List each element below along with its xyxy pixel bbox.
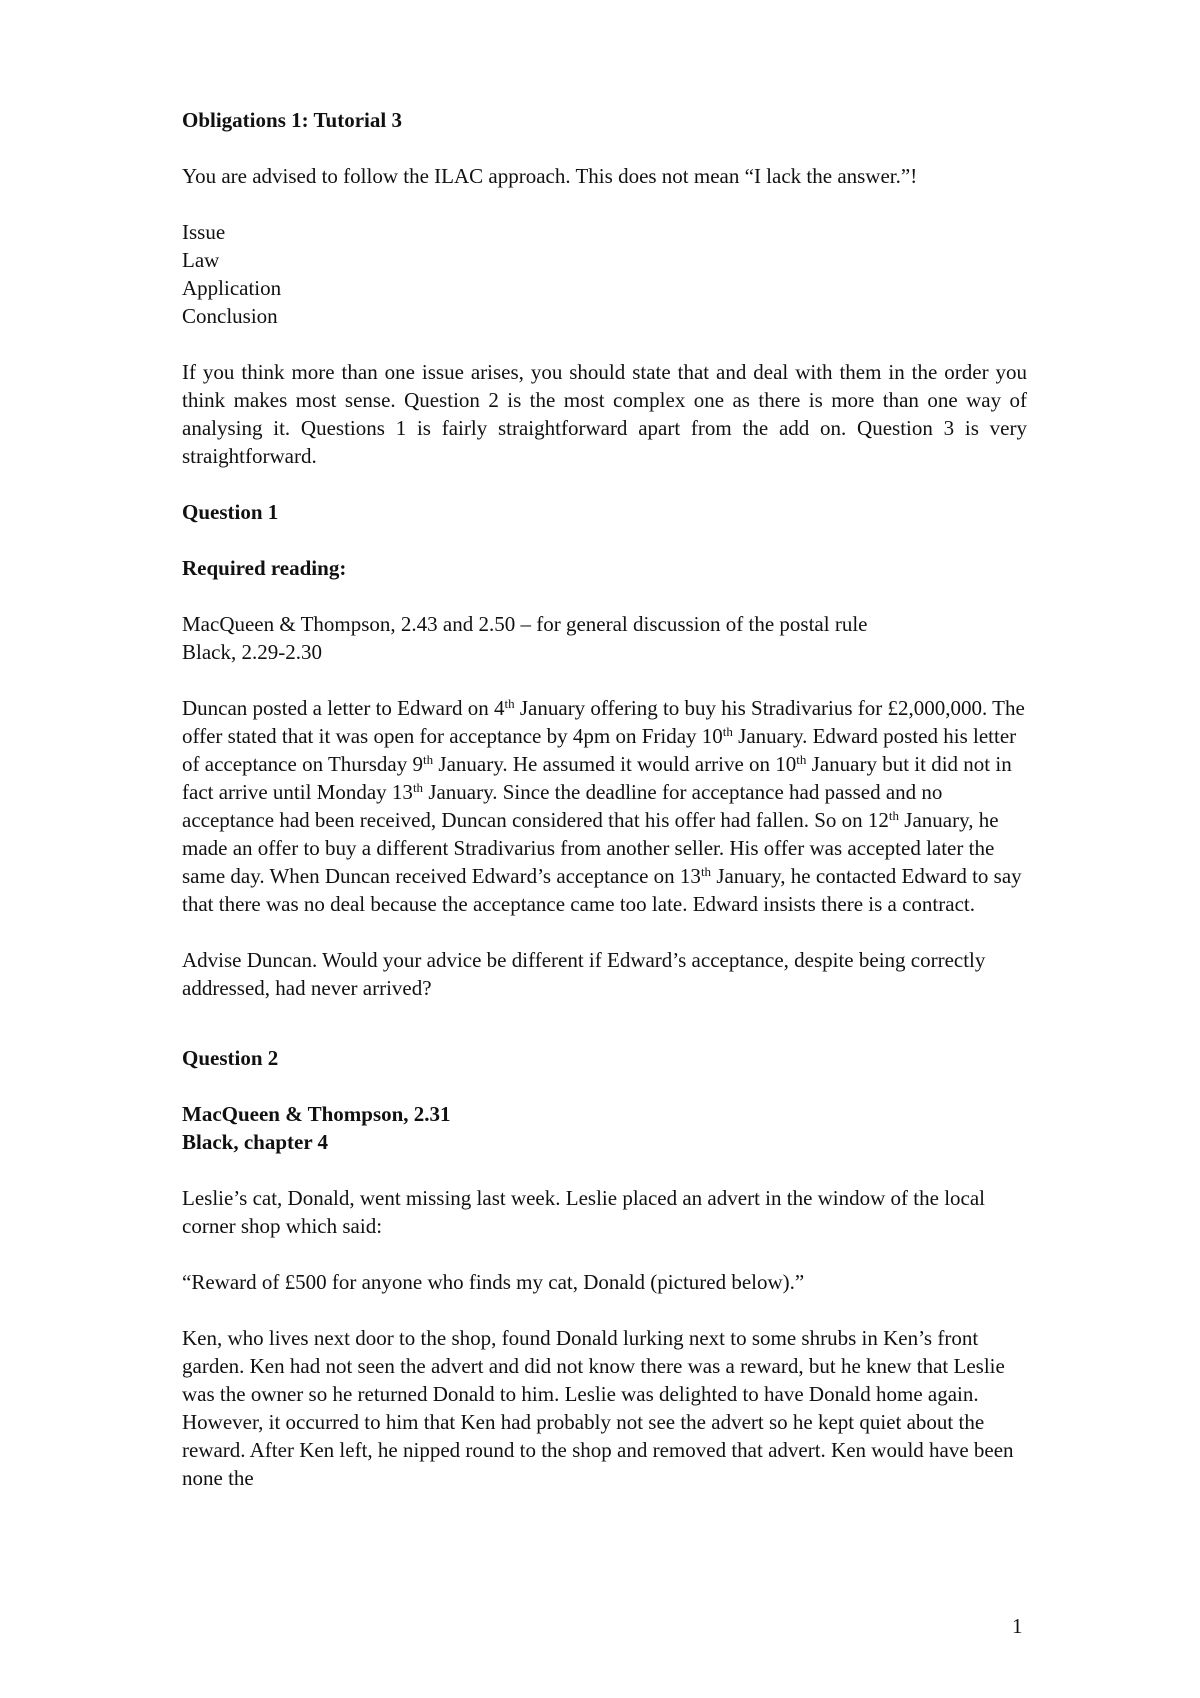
- question1-reading-list: [182, 610, 1027, 666]
- page-number: 1: [1012, 1614, 1023, 1638]
- question2-heading: Question 2: [182, 1046, 279, 1070]
- question1-facts: Duncan posted a letter to Edward on 4th January offering to buy his Stradivarius for £2,000,000. The offer stated that it was open for acceptance by 4pm on Friday 10th January. Edward posted his letter of acceptance on Thursday 9th January. He assumed it would arrive on 10th January but it did not in fact arrive until Monday 13th January. Since the deadline for acceptance had passed and no acceptance had been received, Duncan considered that his offer had fallen. So on 12th January, he made an offer to buy a different Stradivarius from another seller. His offer was accepted later the same day. When Duncan received Edward’s acceptance on 13th January, he contacted Edward to say that there was no deal because the acceptance came too late. Edward insists there is a contract.: [182, 696, 1025, 916]
- question1-reading-item: Black, 2.29-2.30: [182, 640, 322, 664]
- question2-advert-quote: “Reward of £500 for anyone who finds my cat, Donald (pictured below).”: [182, 1270, 805, 1294]
- question1-reading-item: MacQueen & Thompson, 2.43 and 2.50 – for general discussion of the postal rule: [182, 612, 868, 636]
- question2-reading-item: MacQueen & Thompson, 2.31: [182, 1102, 451, 1126]
- question2-facts-intro: Leslie’s cat, Donald, went missing last week. Leslie placed an advert in the window of the local corner shop which said:: [182, 1186, 986, 1238]
- document-page: [182, 106, 1027, 1492]
- ilac-item-law: Law: [182, 248, 220, 272]
- question2-facts-continued: Ken, who lives next door to the shop, found Donald lurking next to some shrubs in Ken’s front garden. Ken had not seen the advert and did not know there was a reward, but he knew that Leslie was the owner so he returned Donald to him. Leslie was delighted to have Donald home again. However, it occurred to him that Ken had probably not see the advert so he kept quiet about the reward. After Ken left, he nipped round to the shop and removed that advert. Ken would have been none the: [182, 1326, 1014, 1490]
- ilac-item-application: Application: [182, 276, 282, 300]
- question2-reading-item: Black, chapter 4: [182, 1130, 329, 1154]
- ilac-list: [182, 218, 1027, 330]
- question1-heading: Question 1: [182, 500, 279, 524]
- intro-paragraph: You are advised to follow the ILAC approach. This does not mean “I lack the answer.”!: [182, 164, 918, 188]
- page-title: Obligations 1: Tutorial 3: [182, 108, 402, 132]
- question1-reading-heading: Required reading:: [182, 556, 347, 580]
- ilac-item-issue: Issue: [182, 220, 226, 244]
- guidance-paragraph: If you think more than one issue arises, you should state that and deal with them in the order you think makes most sense. Question 2 is the most complex one as there is more than one way of analysing it. Questions 1 is fairly straightforward apart from the add on. Question 3 is very straightforward.: [182, 360, 1027, 468]
- question1-task: Advise Duncan. Would your advice be different if Edward’s acceptance, despite being correctly addressed, had never arrived?: [182, 948, 986, 1000]
- ilac-item-conclusion: Conclusion: [182, 304, 278, 328]
- question2-reading-list: [182, 1100, 1027, 1156]
